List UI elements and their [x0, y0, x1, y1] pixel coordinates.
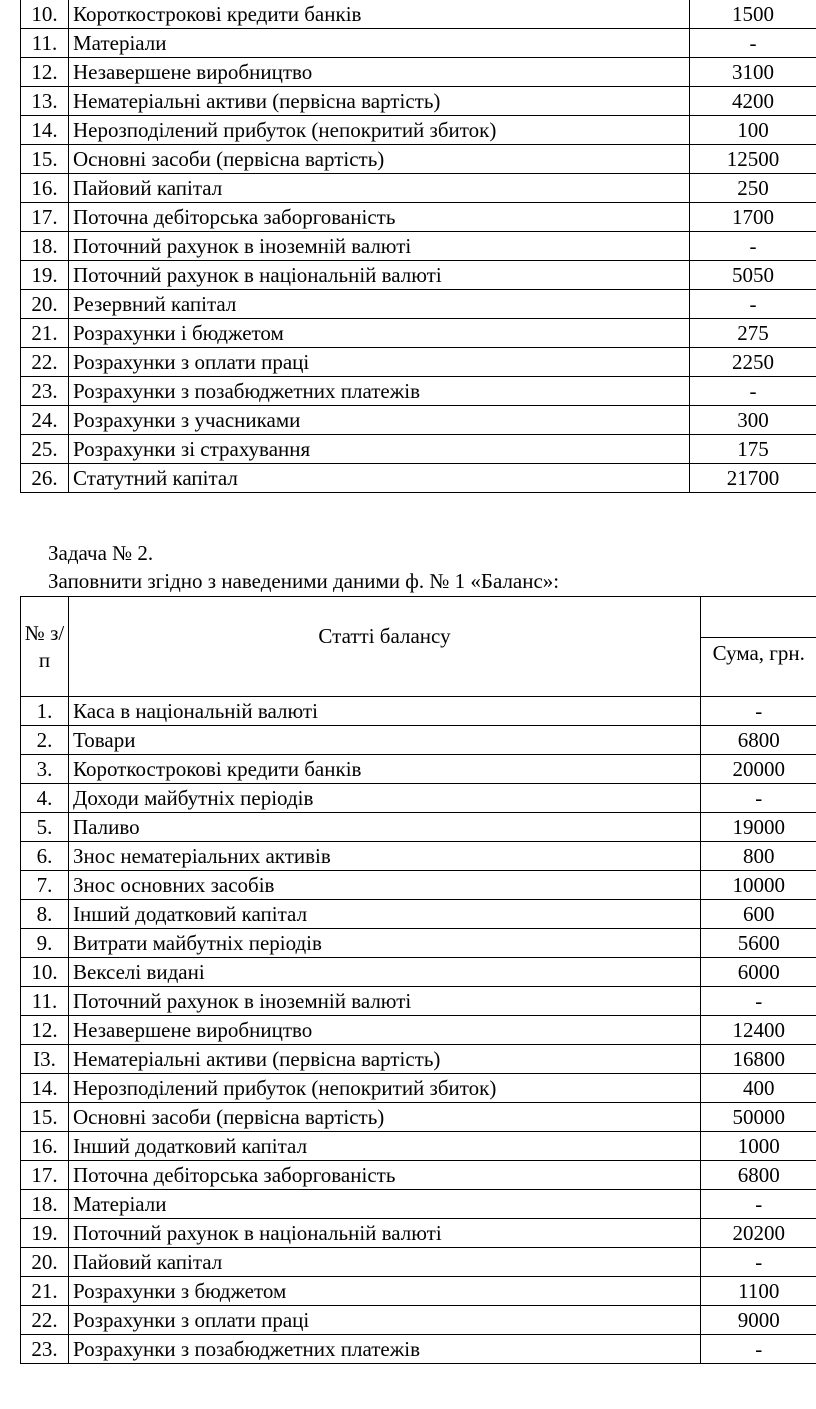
table-row [21, 232, 816, 261]
row-number: 15. [21, 145, 69, 174]
table-row [21, 406, 816, 435]
row-number: 1. [21, 697, 69, 726]
row-number: 22. [21, 348, 69, 377]
row-number: 7. [21, 871, 69, 900]
table-row [21, 1103, 816, 1132]
item-amount: 21700 [690, 464, 816, 493]
table-row [21, 1306, 816, 1335]
row-number: 12. [21, 1016, 69, 1045]
item-name: Інший додатковий капітал [69, 900, 701, 929]
table-row [21, 1016, 816, 1045]
row-number: 21. [21, 319, 69, 348]
row-number: 19. [21, 1219, 69, 1248]
item-amount: - [701, 1248, 816, 1277]
table-row [21, 871, 816, 900]
table-row [21, 29, 816, 58]
item-amount: - [701, 987, 816, 1016]
row-number: 17. [21, 1161, 69, 1190]
row-number: 16. [21, 174, 69, 203]
row-number: 16. [21, 1132, 69, 1161]
item-name: Матеріали [69, 1190, 701, 1219]
table-row [21, 116, 816, 145]
item-amount: 800 [701, 842, 816, 871]
item-amount: 6800 [701, 1161, 816, 1190]
item-name: Паливо [69, 813, 701, 842]
row-number: 21. [21, 1277, 69, 1306]
item-name: Поточний рахунок в іноземній валюті [69, 987, 701, 1016]
item-amount: 2250 [690, 348, 816, 377]
row-number: 19. [21, 261, 69, 290]
table-row [21, 87, 816, 116]
row-number: 8. [21, 900, 69, 929]
table-row [21, 348, 816, 377]
item-name: Незавершене виробництво [69, 58, 690, 87]
item-name: Знос основних засобів [69, 871, 701, 900]
item-name: Розрахунки з учасниками [69, 406, 690, 435]
item-amount: 1500 [690, 0, 816, 29]
task-heading: Задача № 2. [48, 541, 154, 565]
item-amount: - [701, 1335, 816, 1364]
item-amount: 5050 [690, 261, 816, 290]
row-number: 2. [21, 726, 69, 755]
item-amount: 1100 [701, 1277, 816, 1306]
item-name: Векселі видані [69, 958, 701, 987]
item-name: Нерозподілений прибуток (непокритий збиток) [69, 116, 690, 145]
balance-items-table-continued [20, 0, 816, 493]
table-row [21, 900, 816, 929]
item-amount: 250 [690, 174, 816, 203]
table-row [21, 755, 816, 784]
table-row [21, 1190, 816, 1219]
table-row [21, 958, 816, 987]
item-amount: 1700 [690, 203, 816, 232]
row-number: 14. [21, 1074, 69, 1103]
item-name: Знос нематеріальних активів [69, 842, 701, 871]
table-row [21, 1219, 816, 1248]
row-number: 24. [21, 406, 69, 435]
item-name: Пайовий капітал [69, 1248, 701, 1277]
row-number: 10. [21, 0, 69, 29]
item-name: Доходи майбутніх періодів [69, 784, 701, 813]
header-row [21, 597, 816, 638]
item-name: Матеріали [69, 29, 690, 58]
item-name: Пайовий капітал [69, 174, 690, 203]
item-amount: 6800 [701, 726, 816, 755]
item-amount: 400 [701, 1074, 816, 1103]
table-row [21, 842, 816, 871]
table2-header [21, 597, 816, 697]
table-row [21, 1248, 816, 1277]
item-amount: 20200 [701, 1219, 816, 1248]
row-number: 23. [21, 1335, 69, 1364]
table-row [21, 697, 816, 726]
table2-body [21, 697, 816, 1364]
row-number: 23. [21, 377, 69, 406]
table-row [21, 58, 816, 87]
row-number: 20. [21, 1248, 69, 1277]
table-row [21, 987, 816, 1016]
table-row [21, 1161, 816, 1190]
row-number: 22. [21, 1306, 69, 1335]
row-number: I3. [21, 1045, 69, 1074]
item-name: Незавершене виробництво [69, 1016, 701, 1045]
item-name: Товари [69, 726, 701, 755]
table-row [21, 261, 816, 290]
header-sum-column: Сума, грн. [701, 638, 816, 697]
header-balance-items-column: Статті балансу [69, 597, 701, 697]
item-name: Інший додатковий капітал [69, 1132, 701, 1161]
row-number: 6. [21, 842, 69, 871]
row-number: 10. [21, 958, 69, 987]
table-row [21, 377, 816, 406]
item-name: Короткострокові кредити банків [69, 755, 701, 784]
table-row [21, 174, 816, 203]
table-row [21, 813, 816, 842]
item-name: Каса в національній валюті [69, 697, 701, 726]
item-amount: 6000 [701, 958, 816, 987]
row-number: 20. [21, 290, 69, 319]
row-number: 25. [21, 435, 69, 464]
row-number: 5. [21, 813, 69, 842]
item-amount: - [701, 784, 816, 813]
item-name: Розрахунки з позабюджетних платежів [69, 1335, 701, 1364]
table-row [21, 1277, 816, 1306]
item-amount: 50000 [701, 1103, 816, 1132]
row-number: 4. [21, 784, 69, 813]
task-instructions: Заповнити згідно з наведеними даними ф. № 1 «Баланс»: [48, 569, 560, 593]
item-amount: - [690, 377, 816, 406]
item-name: Розрахунки з оплати праці [69, 348, 690, 377]
row-number: 11. [21, 29, 69, 58]
row-number: 18. [21, 1190, 69, 1219]
row-number: 9. [21, 929, 69, 958]
row-number: 14. [21, 116, 69, 145]
item-name: Короткострокові кредити банків [69, 0, 690, 29]
item-amount: - [701, 697, 816, 726]
table-row [21, 1045, 816, 1074]
table1-body [21, 0, 816, 493]
item-amount: - [701, 1190, 816, 1219]
row-number: 15. [21, 1103, 69, 1132]
table-row [21, 290, 816, 319]
item-name: Нематеріальні активи (первісна вартість) [69, 87, 690, 116]
item-amount: 20000 [701, 755, 816, 784]
item-name: Розрахунки з позабюджетних платежів [69, 377, 690, 406]
row-number: 13. [21, 87, 69, 116]
table-row [21, 929, 816, 958]
item-name: Поточний рахунок в національній валюті [69, 261, 690, 290]
item-name: Розрахунки з бюджетом [69, 1277, 701, 1306]
item-name: Основні засоби (первісна вартість) [69, 145, 690, 174]
table-row [21, 0, 816, 29]
item-amount: 12400 [701, 1016, 816, 1045]
item-amount: 100 [690, 116, 816, 145]
row-number: 26. [21, 464, 69, 493]
item-name: Основні засоби (первісна вартість) [69, 1103, 701, 1132]
row-number: 18. [21, 232, 69, 261]
item-name: Розрахунки зі страхування [69, 435, 690, 464]
item-amount: - [690, 290, 816, 319]
item-name: Нематеріальні активи (первісна вартість) [69, 1045, 701, 1074]
item-name: Поточна дебіторська заборгованість [69, 203, 690, 232]
item-amount: 3100 [690, 58, 816, 87]
item-amount: 10000 [701, 871, 816, 900]
row-number: 17. [21, 203, 69, 232]
item-name: Поточний рахунок в національній валюті [69, 1219, 701, 1248]
item-amount: 1000 [701, 1132, 816, 1161]
balance-form-table [20, 596, 816, 1364]
item-name: Статутний капітал [69, 464, 690, 493]
item-amount: 16800 [701, 1045, 816, 1074]
item-name: Нерозподілений прибуток (непокритий збиток) [69, 1074, 701, 1103]
item-amount: 4200 [690, 87, 816, 116]
row-number: 3. [21, 755, 69, 784]
table-row [21, 1335, 816, 1364]
item-amount: 12500 [690, 145, 816, 174]
table-row [21, 435, 816, 464]
item-name: Поточна дебіторська заборгованість [69, 1161, 701, 1190]
item-amount: 600 [701, 900, 816, 929]
table-row [21, 784, 816, 813]
header-number-column: № з/п [21, 597, 69, 697]
item-amount: - [690, 232, 816, 261]
row-number: 12. [21, 58, 69, 87]
table-row [21, 145, 816, 174]
row-number: 11. [21, 987, 69, 1016]
item-name: Поточний рахунок в іноземній валюті [69, 232, 690, 261]
table-row [21, 1074, 816, 1103]
item-name: Резервний капітал [69, 290, 690, 319]
item-amount: 175 [690, 435, 816, 464]
item-amount: 19000 [701, 813, 816, 842]
header-empty-cell [701, 597, 816, 638]
item-amount: 275 [690, 319, 816, 348]
table-row [21, 726, 816, 755]
table-row [21, 464, 816, 493]
item-name: Витрати майбутніх періодів [69, 929, 701, 958]
table-row [21, 1132, 816, 1161]
item-amount: 5600 [701, 929, 816, 958]
item-amount: 300 [690, 406, 816, 435]
item-name: Розрахунки з оплати праці [69, 1306, 701, 1335]
table-row [21, 203, 816, 232]
item-amount: - [690, 29, 816, 58]
item-name: Розрахунки і бюджетом [69, 319, 690, 348]
table-row [21, 319, 816, 348]
item-amount: 9000 [701, 1306, 816, 1335]
